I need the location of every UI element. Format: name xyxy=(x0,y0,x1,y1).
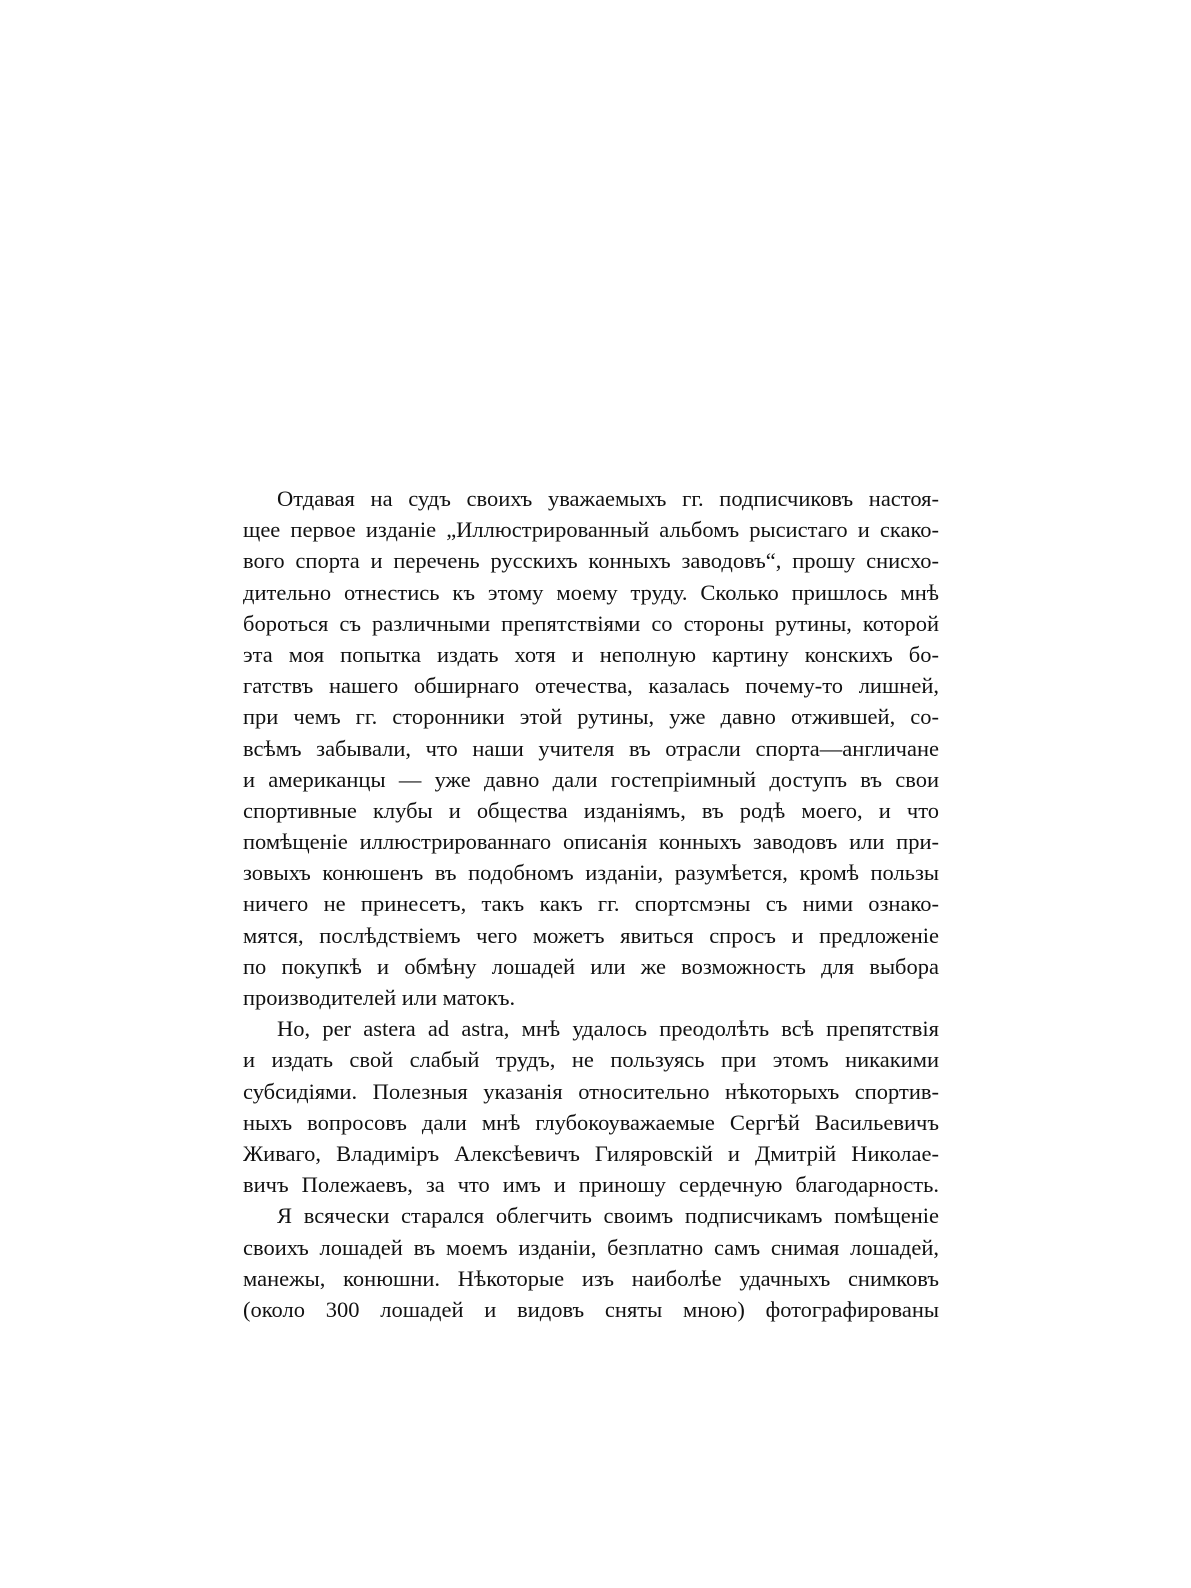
text-line: и издать свой слабый трудъ, не пользуясь при этомъ никакими xyxy=(243,1047,939,1073)
text-line: дительно отнестись къ этому моему труду. Сколько пришлось мнѣ xyxy=(243,579,939,605)
paragraph-1 xyxy=(243,483,939,1013)
paragraph-3 xyxy=(243,1200,939,1325)
text-line: манежы, конюшни. Нѣкоторые изъ наиболѣе удачныхъ снимковъ xyxy=(243,1265,939,1291)
text-line: субсидіями. Полезныя указанія относительно нѣкоторыхъ спортив- xyxy=(243,1078,939,1104)
text-line: Я всячески старался облегчить своимъ подписчикамъ помѣщеніе xyxy=(277,1203,939,1229)
text-line: и американцы — уже давно дали гостепріимный доступъ въ свои xyxy=(243,766,939,792)
text-line: Но, per astera ad astra, мнѣ удалось преодолѣть всѣ препятствія xyxy=(277,1016,939,1042)
text-line: при чемъ гг. сторонники этой рутины, уже давно отжившей, со- xyxy=(243,704,939,730)
text-line: всѣмъ забывали, что наши учителя въ отрасли спорта—англичане xyxy=(243,735,939,761)
text-line: вого спорта и перечень русскихъ конныхъ заводовъ“, прошу снисхо- xyxy=(243,548,939,574)
text-line: по покупкѣ и обмѣну лошадей или же возможность для выбора xyxy=(243,953,939,979)
text-line: Живаго, Владиміръ Алексѣевичъ Гиляровскій и Дмитрій Николае- xyxy=(243,1140,939,1166)
text-line: спортивные клубы и общества изданіямъ, въ родѣ моего, и что xyxy=(243,797,939,823)
body-text xyxy=(243,483,939,1325)
text-line: ныхъ вопросовъ дали мнѣ глубокоуважаемые Сергѣй Васильевичъ xyxy=(243,1109,939,1135)
text-line: бороться съ различными препятствіями со стороны рутины, которой xyxy=(243,610,939,636)
text-line: эта моя попытка издать хотя и неполную картину конскихъ бо- xyxy=(243,641,939,667)
text-line: своихъ лошадей въ моемъ изданіи, безплатно самъ снимая лошадей, xyxy=(243,1234,939,1260)
text-line: производителей или матокъ. xyxy=(243,985,516,1010)
paragraph-2 xyxy=(243,1013,939,1200)
text-line: вичъ Полежаевъ, за что имъ и приношу сердечную благодарность. xyxy=(243,1172,939,1198)
text-line: гатствъ нашего обширнаго отечества, казалась почему-то лишней, xyxy=(243,673,939,699)
text-line: (около 300 лошадей и видовъ сняты мною) фотографированы xyxy=(243,1296,939,1322)
text-line: зовыхъ конюшенъ въ подобномъ изданіи, разумѣется, кромѣ пользы xyxy=(243,860,939,886)
text-line: щее первое изданіе „Иллюстрированный альбомъ рысистаго и скако- xyxy=(243,517,939,543)
text-line: мятся, послѣдствіемъ чего можетъ явиться спросъ и предложеніе xyxy=(243,922,939,948)
text-line: помѣщеніе иллюстрированнаго описанія конныхъ заводовъ или при- xyxy=(243,829,939,855)
text-line: Отдавая на судъ своихъ уважаемыхъ гг. подписчиковъ настоя- xyxy=(277,486,939,511)
text-line: ничего не принесетъ, такъ какъ гг. спортсмэны съ ними ознако- xyxy=(243,891,939,917)
